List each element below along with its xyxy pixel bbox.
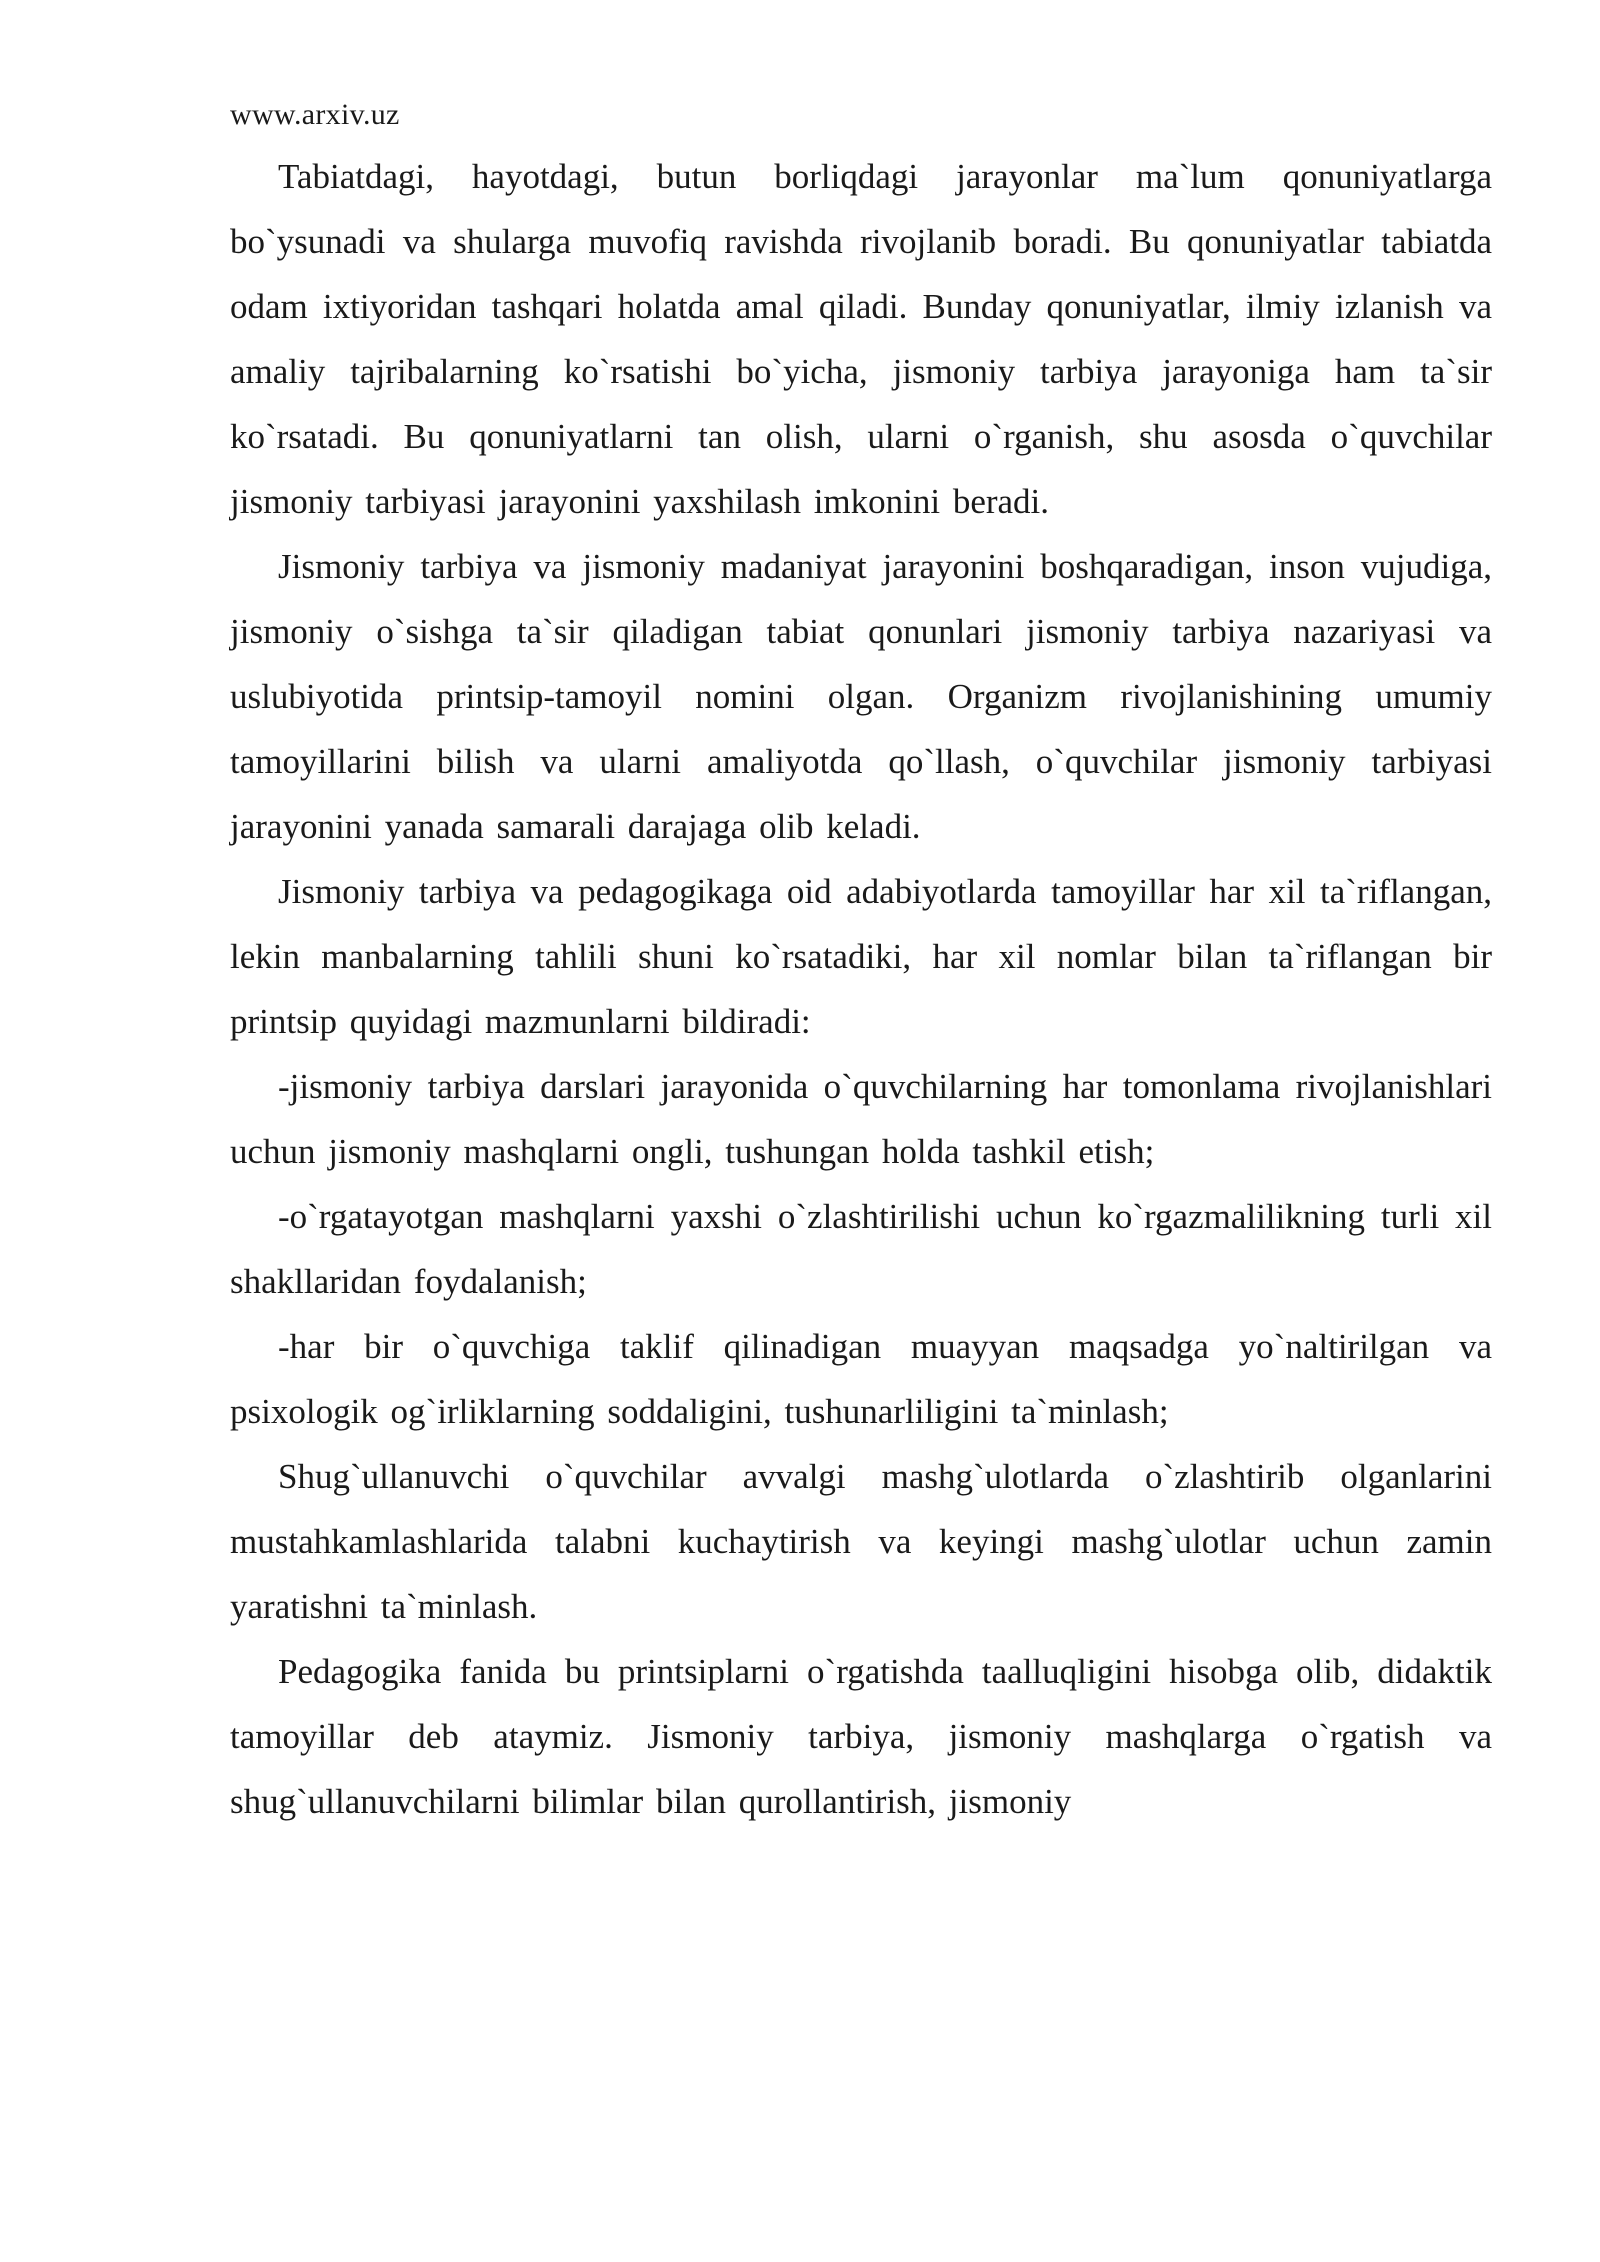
- list-item-conscious-exercise: -jismoniy tarbiya darslari jarayonida o`quvchilarning har tomonlama rivojlanishlari uchun jismoniy mashqlarni ongli, tushungan holda tashkil etish;: [230, 1067, 1492, 1171]
- list-item-psychological-load: -har bir o`quvchiga taklif qilinadigan muayyan maqsadga yo`naltirilgan va psixologik og`irliklarning soddaligini, tushunarliligini ta`minlash;: [230, 1327, 1492, 1431]
- paragraph-literature-review: Jismoniy tarbiya va pedagogikaga oid adabiyotlarda tamoyillar har xil ta`riflangan, lekin manbalarning tahlili shuni ko`rsatadiki, har xil nomlar bilan ta`riflangan bir printsip quyidagi mazmunlarni bildiradi:: [230, 872, 1492, 1041]
- paragraph-principles-definition: Jismoniy tarbiya va jismoniy madaniyat jarayonini boshqaradigan, inson vujudiga, jismoniy o`sishga ta`sir qiladigan tabiat qonunlari jismoniy tarbiya nazariyasi va uslubiyotida printsip-tamoyil nomini olgan. Organizm rivojlanishining umumiy tamoyillarini bilish va ularni amaliyotda qo`llash, o`quvchilar jismoniy tarbiyasi jarayonini yanada samarali darajaga olib keladi.: [230, 547, 1492, 846]
- site-url-header: www.arxiv.uz: [230, 98, 400, 131]
- paragraph-strengthening: Shug`ullanuvchi o`quvchilar avvalgi mashg`ulotlarda o`zlashtirib olganlarini mustahkamlashlarida talabni kuchaytirish va keyingi mashg`ulotlar uchun zamin yaratishni ta`minlash.: [230, 1457, 1492, 1626]
- document-page: [230, 92, 1492, 1834]
- document-body: [230, 144, 1492, 1834]
- paragraph-didactic-principles: Pedagogika fanida bu printsiplarni o`rgatishda taalluqligini hisobga olib, didaktik tamoyillar deb ataymiz. Jismoniy tarbiya, jismoniy mashqlarga o`rgatish va shug`ullanuvchilarni bilimlar bilan qurollantirish, jismoniy: [230, 1652, 1492, 1821]
- list-item-visual-aids: -o`rgatayotgan mashqlarni yaxshi o`zlashtirilishi uchun ko`rgazmalilikning turli xil shakllaridan foydalanish;: [230, 1197, 1492, 1301]
- paragraph-natural-laws: Tabiatdagi, hayotdagi, butun borliqdagi jarayonlar ma`lum qonuniyatlarga bo`ysunadi va shularga muvofiq ravishda rivojlanib boradi. Bu qonuniyatlar tabiatda odam ixtiyoridan tashqari holatda amal qiladi. Bunday qonuniyatlar, ilmiy izlanish va amaliy tajribalarning ko`rsatishi bo`yicha, jismoniy tarbiya jarayoniga ham ta`sir ko`rsatadi. Bu qonuniyatlarni tan olish, ularni o`rganish, shu asosda o`quvchilar jismoniy tarbiyasi jarayonini yaxshilash imkonini beradi.: [230, 157, 1492, 521]
